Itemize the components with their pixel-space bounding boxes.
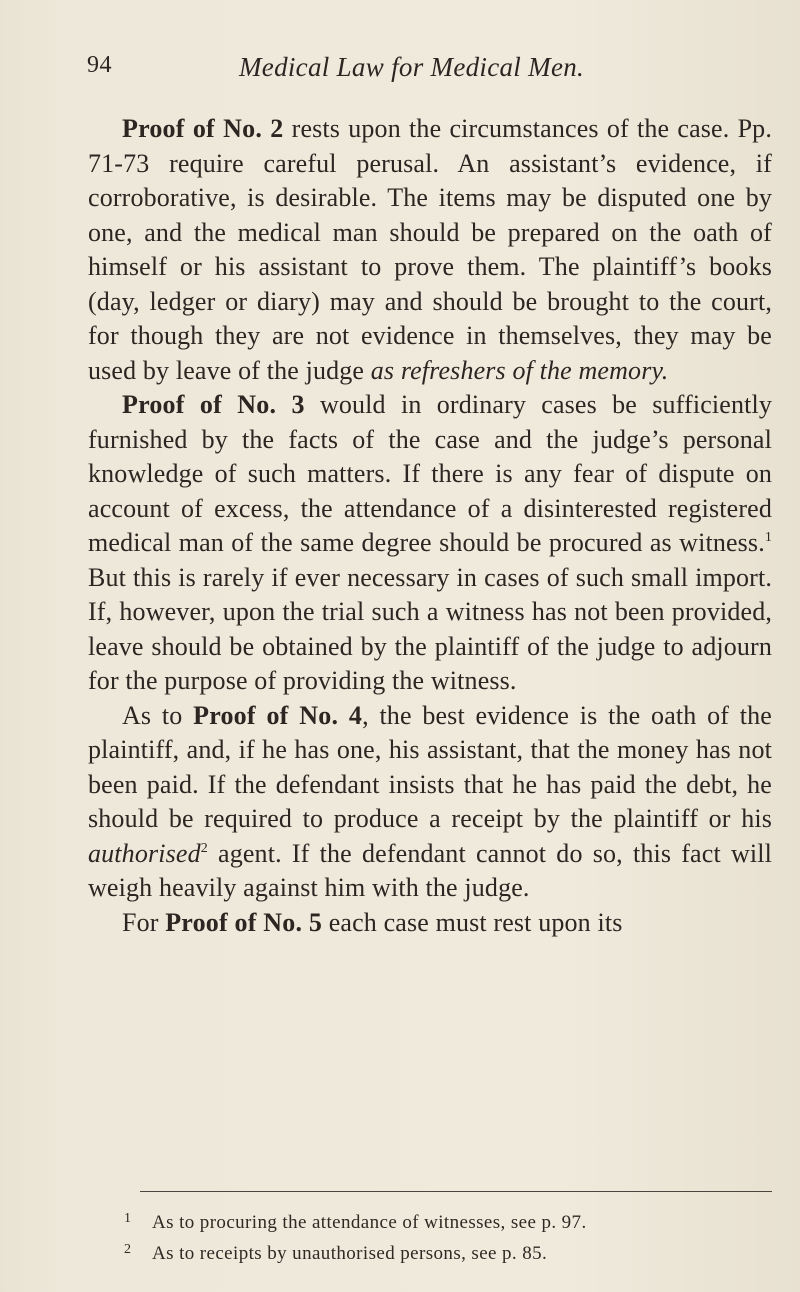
paragraph-proof-3 bbox=[88, 388, 772, 699]
footnote-1 bbox=[124, 1205, 772, 1236]
italic-word: authorised bbox=[88, 838, 201, 868]
paragraph-proof-4 bbox=[88, 699, 772, 906]
footnote-divider bbox=[140, 1191, 772, 1192]
proof-heading-3: Proof of No. 3 bbox=[122, 390, 305, 419]
paragraph-text: For bbox=[122, 907, 166, 937]
paragraph-text: would in ordinary cases be sufficiently furnished by the facts of the case and the judge’s personal knowledge of such matters. If there is any fear of dispute on account of excess, the attendance of a disinterested registered medical man of the same degree should be procured as witness. bbox=[88, 390, 772, 557]
footnote-mark: 2 bbox=[124, 1242, 132, 1257]
running-title: Medical Law for Medical Men. bbox=[239, 52, 585, 82]
page-number: 94 bbox=[87, 52, 112, 78]
italic-phrase: as refreshers of the memory. bbox=[370, 355, 669, 385]
paragraph-proof-5 bbox=[88, 906, 772, 941]
footnote-2 bbox=[124, 1236, 772, 1267]
paragraph-text: rests upon the circumstances of the case. Pp. 71-73 require careful perusal. An assistant’s evidence, if corroborative, is desirable. The items may be disputed one by one, and the medical man should be prepared on the oath of himself or his assistant to prove them. The plaintiff’s books (day, ledger or diary) may and should be brought to the court, for though they are not evidence in themselves, they may be used by leave of the judge bbox=[88, 114, 772, 385]
footnotes bbox=[124, 1205, 772, 1267]
paragraph-text: As to bbox=[122, 700, 194, 730]
body-text bbox=[88, 112, 772, 940]
paragraph-text: agent. If the defendant cannot do so, this fact will weigh heavily against him with the judge. bbox=[88, 838, 772, 902]
footnote-ref-1: 1 bbox=[764, 530, 772, 545]
footnote-text: As to procuring the attendance of witnesses, see p. 97. bbox=[152, 1212, 587, 1233]
footnote-text: As to receipts by unauthorised persons, see p. 85. bbox=[152, 1243, 548, 1264]
proof-heading-5: Proof of No. 5 bbox=[165, 907, 323, 937]
paragraph-text: But this is rarely if ever necessary in cases of such small import. If, however, upon the trial such a witness has not been provided, leave should be obtained by the plaintiff of the judge to adjourn for the purpose of providing the witness. bbox=[88, 562, 772, 695]
paragraph-text: , the best evidence is the oath of the plaintiff, and, if he has one, his assistant, that the money has not been paid. If the defendant insists that he has paid the debt, he should be required to produce a receipt by the plaintiff or his bbox=[88, 700, 772, 833]
proof-heading-2: Proof of No. 2 bbox=[122, 114, 284, 143]
paragraph-proof-2 bbox=[88, 112, 772, 388]
footnote-mark: 1 bbox=[124, 1211, 132, 1226]
footnote-ref-2: 2 bbox=[200, 840, 208, 856]
page-header bbox=[87, 52, 767, 92]
proof-heading-4: Proof of No. 4 bbox=[193, 700, 363, 730]
paragraph-text: each case must rest upon its bbox=[322, 907, 623, 937]
